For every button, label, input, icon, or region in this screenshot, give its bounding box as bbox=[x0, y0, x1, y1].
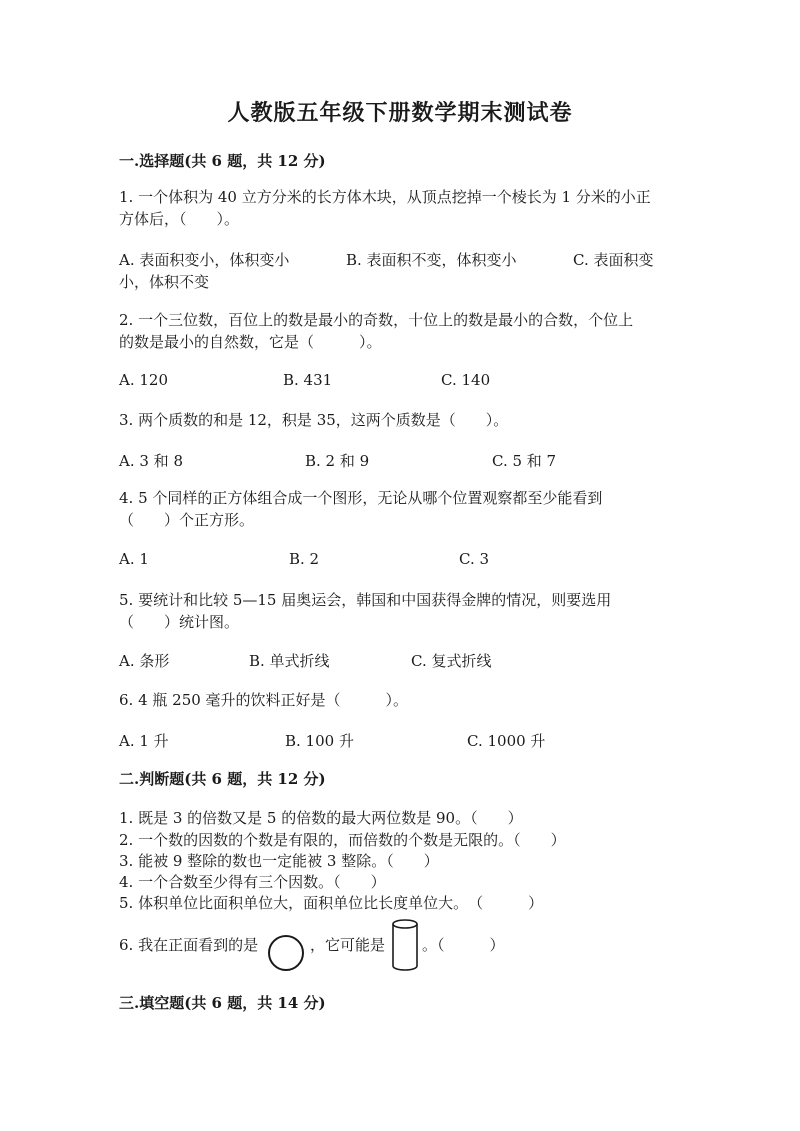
section-heading-choice: 一.选择题(共 6 题，共 12 分) bbox=[119, 152, 326, 170]
circle-front-view-icon bbox=[268, 935, 304, 971]
judgement-item-6-part-3: 。（ ） bbox=[422, 936, 505, 954]
question-5-option-b: B. 单式折线 bbox=[249, 652, 330, 670]
judgement-item-4: 4. 一个合数至少得有三个因数。（ ） bbox=[119, 873, 386, 891]
page-title: 人教版五年级下册数学期末测试卷 bbox=[227, 100, 573, 126]
judgement-item-5: 5. 体积单位比面积单位大，面积单位比长度单位大。 （ ） bbox=[119, 894, 544, 912]
question-6-option-a: A. 1 升 bbox=[119, 732, 169, 750]
question-6-option-b: B. 100 升 bbox=[285, 732, 354, 750]
judgement-item-6-part-1: 6. 我在正面看到的是 bbox=[119, 936, 259, 954]
cylinder-icon bbox=[390, 918, 420, 974]
judgement-item-6-part-2: ，它可能是 bbox=[310, 936, 386, 954]
question-5-option-c: C. 复式折线 bbox=[411, 652, 492, 670]
question-6-option-c: C. 1000 升 bbox=[467, 732, 546, 750]
question-2-option-c: C. 140 bbox=[441, 371, 491, 389]
judgement-item-2: 2. 一个数的因数的个数是有限的，而倍数的个数是无限的。（ ） bbox=[119, 831, 566, 849]
judgement-item-1: 1. 既是 3 的倍数又是 5 的倍数的最大两位数是 90。（ ） bbox=[119, 809, 523, 827]
question-4-option-b: B. 2 bbox=[289, 550, 320, 568]
question-4-line-2: （ ）个正方形。 bbox=[119, 511, 255, 529]
question-5-option-a: A. 条形 bbox=[119, 652, 170, 670]
question-2-line-1: 2. 一个三位数，百位上的数是最小的奇数，十位上的数是最小的合数，个位上 bbox=[119, 311, 634, 329]
question-1-option-b: B. 表面积不变，体积变小 bbox=[346, 251, 517, 269]
question-3-line-1: 3. 两个质数的和是 12，积是 35，这两个质数是（ ）。 bbox=[119, 411, 509, 429]
question-4-option-a: A. 1 bbox=[119, 550, 149, 568]
question-1-option-c: C. 表面积变 bbox=[573, 251, 654, 269]
section-heading-fill-blank: 三.填空题(共 6 题，共 14 分) bbox=[119, 994, 326, 1012]
question-1-line-1: 1. 一个体积为 40 立方分米的长方体木块，从顶点挖掉一个棱长为 1 分米的小正 bbox=[119, 188, 651, 206]
question-6-line-1: 6. 4 瓶 250 毫升的饮料正好是（ ）。 bbox=[119, 691, 409, 709]
question-1-option-a: A. 表面积变小，体积变小 bbox=[119, 251, 290, 269]
question-5-line-1: 5. 要统计和比较 5—15 届奥运会，韩国和中国获得金牌的情况，则要选用 bbox=[119, 591, 612, 609]
question-3-option-c: C. 5 和 7 bbox=[492, 452, 557, 470]
question-4-line-1: 4. 5 个同样的正方体组合成一个图形，无论从哪个位置观察都至少能看到 bbox=[119, 489, 603, 507]
judgement-item-3: 3. 能被 9 整除的数也一定能被 3 整除。（ ） bbox=[119, 852, 439, 870]
question-1-line-2: 方体后，（ ）。 bbox=[119, 210, 240, 228]
question-2-option-a: A. 120 bbox=[119, 371, 168, 389]
section-heading-judgement: 二.判断题(共 6 题，共 12 分) bbox=[119, 770, 326, 788]
question-4-option-c: C. 3 bbox=[459, 550, 490, 568]
question-5-line-2: （ ）统计图。 bbox=[119, 613, 240, 631]
question-3-option-b: B. 2 和 9 bbox=[305, 452, 370, 470]
question-1-option-c-cont: 小，体积不变 bbox=[119, 273, 210, 291]
question-2-option-b: B. 431 bbox=[283, 371, 333, 389]
question-3-option-a: A. 3 和 8 bbox=[119, 452, 183, 470]
question-2-line-2: 的数是最小的自然数，它是（ ）。 bbox=[119, 333, 382, 351]
